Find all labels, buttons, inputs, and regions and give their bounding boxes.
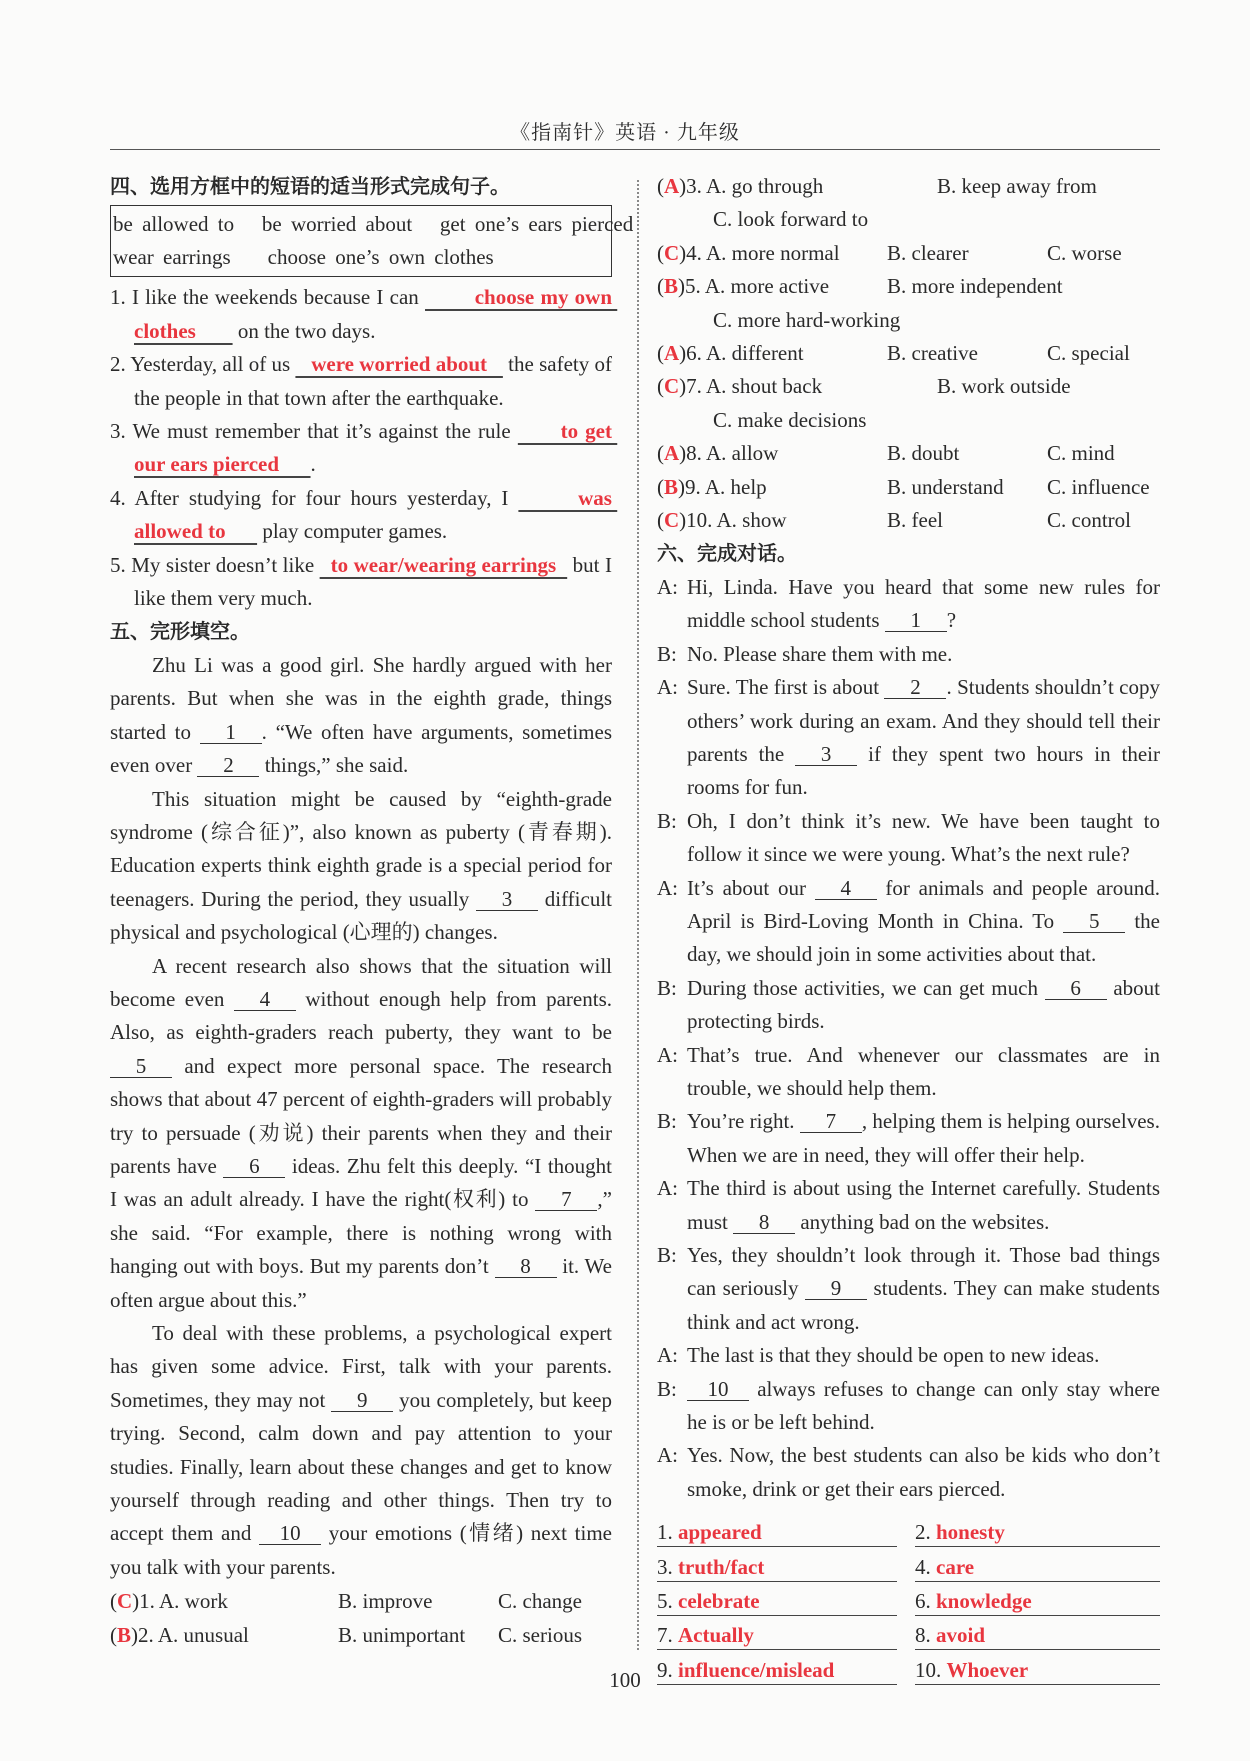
answer-number: 4.: [915, 1554, 936, 1579]
answer-text: was allowed to: [134, 485, 618, 544]
paren: ): [678, 474, 686, 499]
text: play computer games.: [257, 519, 448, 544]
text: The last is that they should be open to new ideas.: [687, 1343, 1100, 1368]
text: the day, we should join in some activities about that.: [687, 908, 1161, 967]
section6-heading: 六、完成对话。: [657, 541, 797, 566]
text: , helping them is helping ourselves. When we are in need, they will offer their help.: [687, 1109, 1160, 1167]
option-c: C. control: [1047, 508, 1131, 533]
text: 2. Yesterday, all of us: [110, 352, 296, 377]
question-stem: [657, 370, 887, 403]
text: 1. I like the weekends because I can: [110, 285, 426, 310]
question-stem: [657, 437, 887, 470]
answer-line: [657, 1587, 897, 1616]
question-stem: [657, 337, 887, 370]
blank-8: 8: [495, 1255, 557, 1278]
column-divider: [637, 180, 639, 1650]
question-row: [657, 504, 1160, 537]
answer-line: [915, 1553, 1160, 1582]
blank-5: 5: [1063, 910, 1125, 933]
blank-9: 9: [331, 1389, 393, 1412]
text: This situation might be caused by “eighth-grade syndrome (综合征)”, also known as puberty (青春期). Education experts think eighth grade is a special period for teenagers. During the period, they usually: [110, 786, 612, 911]
question-row: [657, 437, 1160, 470]
speaker-label: A:: [657, 1042, 678, 1067]
question-number: 3.: [686, 174, 702, 198]
blank-4: 4: [815, 877, 877, 900]
question-row: [110, 1619, 612, 1652]
answer-value: truth/fact: [678, 1554, 765, 1579]
blank-4: 4: [234, 988, 296, 1011]
answer-letter: A: [664, 174, 680, 198]
blank-1: 1: [885, 609, 947, 632]
paren: ): [132, 1589, 140, 1614]
dialogue-line: [657, 1339, 1160, 1372]
answer-text: to get our ears pierced: [134, 419, 618, 477]
option-a: A. unusual: [153, 1622, 249, 1647]
answer-number: 7.: [657, 1623, 678, 1648]
speaker-label: A:: [657, 875, 678, 900]
paren: ): [131, 1622, 139, 1647]
speaker-label: B:: [657, 975, 677, 1000]
speaker-label: A:: [657, 675, 678, 700]
text: about protecting birds.: [687, 975, 1161, 1034]
answer-value: knowledge: [936, 1589, 1032, 1614]
blank-6: 6: [1045, 977, 1107, 1000]
answer-value: care: [936, 1554, 975, 1579]
option-a: A. more normal: [701, 240, 840, 265]
option-c: C. serious: [498, 1622, 582, 1647]
speaker-label: A:: [657, 1176, 678, 1201]
option-c: C. influence: [1047, 474, 1150, 499]
paren: (: [657, 508, 664, 533]
text: Yes, they shouldn’t look through it. Those bad things can seriously: [687, 1243, 1160, 1301]
speaker-label: A:: [657, 1443, 678, 1468]
option-a: A. more active: [700, 274, 830, 299]
paren: (: [110, 1622, 117, 1647]
phrase-box: [110, 205, 634, 277]
text: 5. My sister doesn’t like: [110, 552, 320, 577]
speaker-label: A:: [657, 1343, 678, 1368]
answer-line: [657, 1553, 897, 1582]
speaker-label: A:: [657, 574, 678, 599]
paren: (: [657, 274, 664, 299]
dialogue-line: [657, 1439, 1160, 1506]
option-b: B. work outside: [937, 374, 1071, 399]
paren: (: [657, 474, 664, 499]
question-number: 4.: [686, 240, 702, 265]
phrase-row: wear earrings choose one’s own clothes: [113, 245, 494, 270]
option-c: C. make decisions: [713, 407, 867, 432]
question-number: 8.: [686, 441, 702, 466]
answer-number: 5.: [657, 1589, 678, 1614]
option-a: A. go through: [701, 174, 824, 198]
text: It’s about our: [687, 875, 815, 900]
exercise-item: [110, 549, 612, 616]
text: without enough help from parents. Also, as eighth-graders reach puberty, they want to be: [110, 986, 612, 1045]
paren: ): [678, 274, 686, 299]
text: always refuses to change can only stay where he is or be left behind.: [687, 1376, 1160, 1435]
dialogue: [657, 571, 1160, 1506]
question-number: 5.: [685, 274, 701, 299]
answer-line: [657, 1621, 897, 1650]
option-b: B. clearer: [887, 240, 969, 265]
answer-value: avoid: [936, 1623, 986, 1648]
blank-2: 2: [884, 676, 946, 699]
passage-paragraph: [110, 783, 612, 950]
option-b: B. unimportant: [338, 1622, 466, 1647]
option-b: B. understand: [887, 474, 1004, 499]
paren: (: [657, 441, 664, 466]
text: Hi, Linda. Have you heard that some new rules for middle school students: [687, 574, 1160, 633]
dialogue-line: [657, 1239, 1160, 1339]
paren: ): [679, 341, 687, 366]
paren: ): [679, 374, 687, 399]
option-a: A. show: [712, 508, 787, 533]
answer-value: Whoever: [946, 1657, 1029, 1682]
question-row: [110, 1585, 612, 1618]
blank-10: 10: [259, 1522, 321, 1545]
answer-value: influence/mislead: [678, 1657, 835, 1682]
text: That’s true. And whenever our classmates are in trouble, we should help them.: [687, 1042, 1160, 1100]
answer-number: 9.: [657, 1657, 678, 1682]
exercise-item: [110, 482, 618, 549]
option-a: A. help: [700, 474, 767, 499]
section4-items: [110, 281, 618, 615]
blank-5: 5: [110, 1055, 172, 1078]
option-b: B. more independent: [887, 274, 1063, 299]
question-stem: [657, 170, 887, 203]
dialogue-line: [657, 1039, 1160, 1106]
dialogue-line: [657, 1105, 1160, 1172]
header-rule: [110, 149, 1160, 150]
text: students. They can make students think and act wrong.: [687, 1276, 1160, 1334]
paren: (: [657, 174, 664, 198]
answer-value: Actually: [678, 1623, 754, 1648]
answer-letter: C: [664, 374, 680, 399]
question-number: 2.: [138, 1622, 154, 1647]
question-stem: [657, 237, 887, 270]
answer-letter: C: [117, 1589, 133, 1614]
question-number: 6.: [686, 341, 702, 366]
dialogue-line: [657, 1172, 1160, 1239]
dialogue-line: [657, 638, 1160, 671]
question-stem: [657, 270, 887, 303]
blank-7: 7: [535, 1188, 597, 1211]
text: Oh, I don’t think it’s new. We have been taught to follow it since we were young. What’s the next rule?: [687, 808, 1160, 867]
option-a: A. shout back: [701, 374, 823, 399]
option-b: B. keep away from: [937, 174, 1097, 198]
text: To deal with these problems, a psychological expert has given some advice. First, talk with your parents. Sometimes, they may not: [110, 1321, 612, 1412]
answer-value: celebrate: [678, 1589, 760, 1614]
exercise-item: [110, 415, 618, 482]
paren: ): [679, 508, 687, 533]
running-header: 《指南针》英语 · 九年级: [510, 122, 740, 144]
answer-value: honesty: [936, 1520, 1005, 1545]
text: ,” she said. “For example, there is nothing wrong with hanging out with boys. But my parents don’t: [110, 1187, 612, 1279]
answer-number: 1.: [657, 1520, 678, 1545]
text: No. Please share them with me.: [687, 641, 953, 666]
left-column: [110, 170, 634, 1652]
right-column: [657, 170, 1160, 1690]
text: anything bad on the websites.: [795, 1209, 1050, 1234]
text: for animals and people around. April is Bird-Loving Month in China. To: [687, 875, 1161, 933]
question-row: [657, 237, 1160, 270]
answer-letter: A: [664, 341, 680, 366]
text: it. We often argue about this.”: [110, 1254, 612, 1312]
text: your emotions (情绪) next time you talk with your parents.: [110, 1521, 612, 1579]
answer-number: 3.: [657, 1554, 678, 1579]
question-number: 7.: [686, 374, 702, 399]
answer-text: choose my own clothes: [134, 285, 618, 343]
passage-paragraph: [110, 950, 612, 1317]
question-row: [657, 170, 1160, 237]
dialogue-line: [657, 571, 1160, 638]
dialogue-line: [657, 671, 1160, 805]
text: and expect more personal space. The research shows that about 47 percent of eighth-graders will probably try to persuade (劝说) their parents when they and their parents have: [110, 1053, 612, 1178]
page-number: 100: [609, 1668, 641, 1692]
text: Sure. The first is about: [687, 675, 885, 700]
paren: ): [679, 240, 687, 265]
answer-line: [657, 1518, 897, 1547]
text: the safety of the people in that town after the earthquake.: [134, 352, 612, 410]
exercise-item: [110, 348, 612, 415]
text: The third is about using the Internet carefully. Students must: [687, 1176, 1160, 1234]
answer-number: 8.: [915, 1623, 936, 1648]
option-c: C. special: [1047, 341, 1130, 366]
question-stem: [110, 1619, 338, 1652]
answer-value: appeared: [678, 1520, 762, 1545]
text: ideas. Zhu felt this deeply. “I thought I was an adult already. I have the right(权利) to: [110, 1153, 612, 1212]
section4-heading: 四、选用方框中的短语的适当形式完成句子。: [110, 174, 510, 198]
text: .: [310, 452, 316, 477]
answer-letter: C: [664, 508, 680, 533]
dialogue-line: [657, 805, 1160, 872]
option-b: B. doubt: [887, 441, 960, 466]
paren: (: [657, 341, 664, 366]
question-number: 1.: [139, 1589, 155, 1614]
question-row: [657, 270, 1160, 337]
answer-letter: C: [664, 240, 680, 265]
option-c: C. look forward to: [713, 207, 869, 232]
passage-paragraph: [110, 1317, 612, 1584]
text: if they spent two hours in their rooms for fun.: [687, 741, 1161, 800]
phrase-row: be allowed to be worried about get one’s ears pierced: [113, 212, 634, 237]
question-stem: [657, 504, 887, 537]
answer-number: 2.: [915, 1520, 936, 1545]
text: but I like them very much.: [134, 552, 612, 611]
answer-number: 10.: [915, 1657, 947, 1682]
answer-letter: A: [664, 441, 680, 466]
answer-number: 6.: [915, 1589, 936, 1614]
option-c: C. change: [498, 1589, 582, 1614]
text: Zhu Li was a good girl. She hardly argued with her parents. But when she was in the eighth grade, things started to: [110, 652, 612, 744]
exercise-item: [110, 281, 618, 348]
text: A recent research also shows that the situation will become even: [110, 953, 612, 1011]
speaker-label: B:: [657, 808, 677, 833]
blank-3: 3: [476, 888, 538, 911]
answer-text: were worried about: [295, 352, 503, 377]
text: You’re right.: [687, 1109, 800, 1134]
answer-letter: B: [664, 274, 679, 299]
text: things,” she said.: [259, 753, 409, 778]
question-row: [657, 471, 1160, 504]
speaker-label: B:: [657, 1376, 677, 1401]
question-stem: [110, 1585, 338, 1618]
option-c: C. worse: [1047, 240, 1122, 265]
option-c: C. more hard-working: [713, 307, 901, 332]
dialogue-answers: [657, 1518, 1160, 1690]
text: ?: [946, 608, 957, 633]
option-a: A. different: [701, 341, 804, 366]
blank-2: 2: [197, 754, 259, 777]
option-a: A. allow: [701, 441, 779, 466]
answer-letter: B: [117, 1622, 132, 1647]
paren: ): [679, 441, 687, 466]
dialogue-line: [657, 872, 1160, 972]
text: on the two days.: [232, 318, 376, 343]
blank-9: 9: [805, 1277, 867, 1300]
text: you completely, but keep trying. Second, calm down and pay attention to your studies. Finally, learn about these changes and get to know yourself through reading and other things. Then try to accept them and: [110, 1387, 612, 1546]
option-b: B. creative: [887, 341, 978, 366]
question-stem: [657, 471, 887, 504]
blank-10: 10: [687, 1378, 749, 1401]
option-b: B. improve: [338, 1589, 433, 1614]
answer-letter: B: [664, 474, 679, 499]
paren: (: [657, 374, 664, 399]
cloze-questions-right: [657, 170, 1160, 537]
dialogue-line: [657, 1373, 1160, 1440]
dialogue-line: [657, 972, 1160, 1039]
blank-6: 6: [223, 1155, 285, 1178]
option-b: B. feel: [887, 508, 943, 533]
blank-7: 7: [800, 1110, 862, 1133]
text: During those activities, we can get much: [687, 975, 1045, 1000]
option-a: A. work: [154, 1589, 228, 1614]
blank-8: 8: [733, 1211, 795, 1234]
question-row: [657, 370, 1160, 437]
text: difficult physical and psychological (心理的) changes.: [110, 886, 612, 945]
answer-line: [915, 1587, 1160, 1616]
question-number: 10.: [686, 508, 713, 533]
blank-3: 3: [795, 743, 857, 766]
text: . Students shouldn’t copy others’ work during an exam. And they should tell their parents the: [687, 675, 1160, 766]
speaker-label: B:: [657, 641, 677, 666]
cloze-questions-left: [110, 1585, 612, 1652]
option-c: C. mind: [1047, 441, 1115, 466]
text: 3. We must remember that it’s against the rule: [110, 419, 518, 444]
paren: ): [679, 174, 687, 198]
speaker-label: B:: [657, 1109, 677, 1134]
blank-1: 1: [200, 721, 262, 744]
cloze-passage: [110, 649, 612, 1584]
answer-line: [915, 1621, 1160, 1650]
answer-text: to wear/wearing earrings: [319, 552, 568, 577]
speaker-label: B:: [657, 1243, 677, 1267]
answer-line: [915, 1518, 1160, 1547]
text: Yes. Now, the best students can also be kids who don’t smoke, drink or get their ears pierced.: [687, 1443, 1160, 1501]
section5-heading: 五、完形填空。: [110, 619, 250, 644]
text: 4. After studying for four hours yesterday, I: [110, 485, 519, 510]
paren: (: [110, 1589, 117, 1614]
text: . “We often have arguments, sometimes even over: [110, 719, 612, 778]
paren: (: [657, 240, 664, 265]
question-row: [657, 337, 1160, 370]
passage-paragraph: [110, 649, 612, 783]
question-number: 9.: [685, 474, 701, 499]
